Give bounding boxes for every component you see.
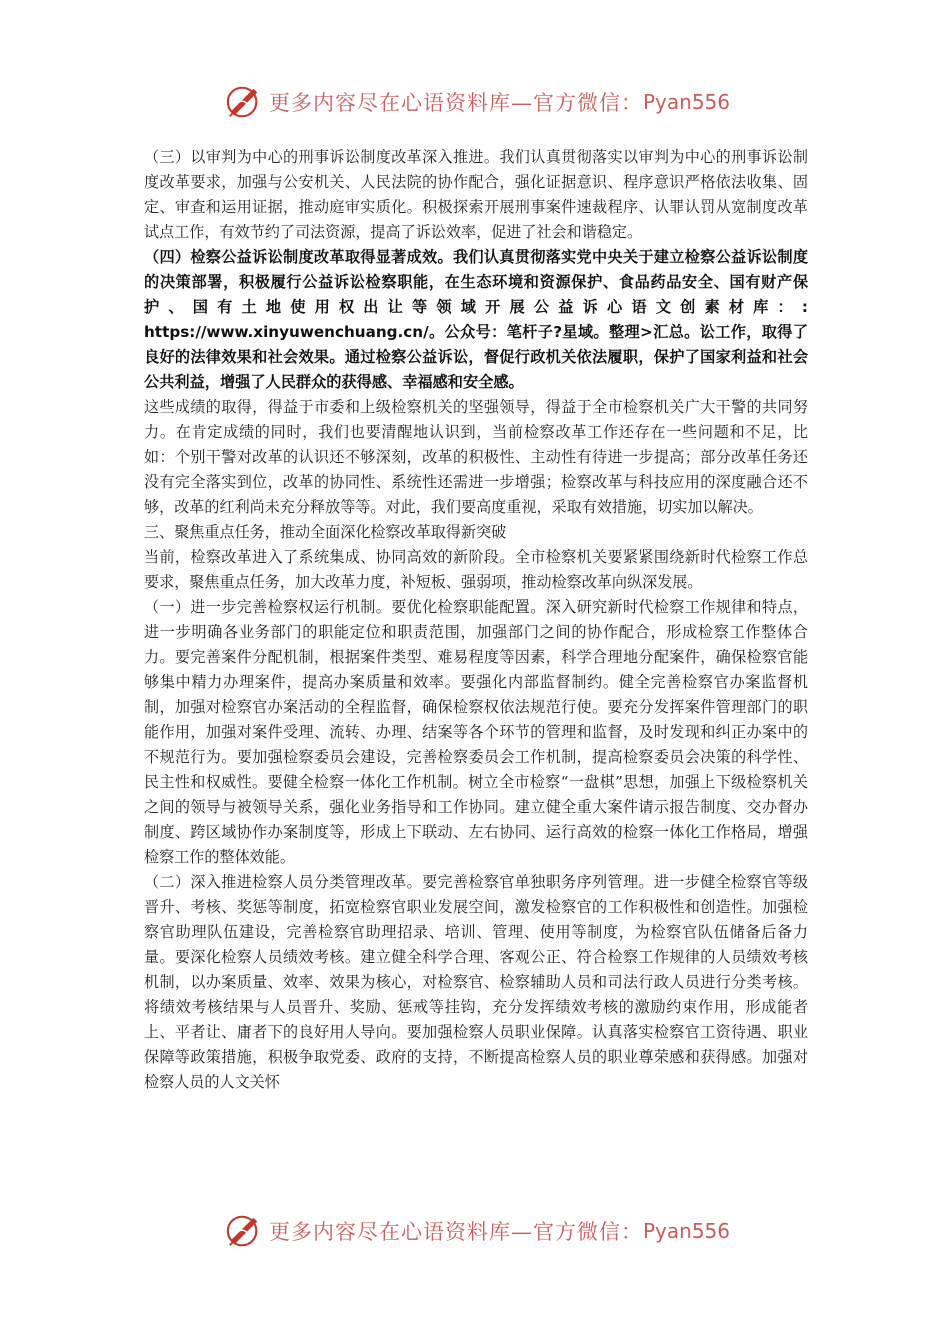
banner-text: 更多内容尽在心语资料库—官方微信：	[269, 91, 643, 115]
document-body	[144, 145, 808, 1095]
paragraph-reform-trial-centered: （三）以审判为中心的刑事诉讼制度改革深入推进。我们认真贯彻落实以审判为中心的刑事诉讼制度改革要求，加强与公安机关、人民法院的协作配合，强化证据意识、程序意识严格依法收集、固定、审查和运用证据，推动庭审实质化。积极探索开展刑事案件速裁程序、认罪认罚从宽制度改革试点工作，有效节约了司法资源，提高了诉讼效率，促进了社会和谐稳定。	[144, 148, 808, 241]
paragraph-personnel-classification: （二）深入推进检察人员分类管理改革。要完善检察官单独职务序列管理。进一步健全检察官等级晋升、考核、奖惩等制度，拓宽检察官职业发展空间，激发检察官的工作积极性和创造性。加强检察官助理队伍建设，完善检察官助理招录、培训、管理、使用等制度，为检察官队伍储备后备力量。要深化检察人员绩效考核。建立健全科学合理、客观公正、符合检察工作规律的人员绩效考核机制，以办案质量、效率、效果为核心，对检察官、检察辅助人员和司法行政人员进行分类考核。将绩效考核结果与人员晋升、奖励、惩戒等挂钩，充分发挥绩效考核的激励约束作用，形成能者上、平者让、庸者下的良好用人导向。要加强检察人员职业保障。认真落实检察官工资待遇、职业保障等政策措施，积极争取党委、政府的支持，不断提高检察人员的职业尊荣感和获得感。加强对检察人员的人文关怀	[144, 873, 808, 1091]
paragraph-achievements-problems: 这些成绩的取得，得益于市委和上级检察机关的坚强领导，得益于全市检察机关广大干警的共同努力。在肯定成绩的同时，我们也要清醒地认识到，当前检察改革工作还存在一些问题和不足，比如：个别干警对改革的认识还不够深刻，改革的积极性、主动性有待进一步提高；部分改革任务还没有完全落实到位，改革的协同性、系统性还需进一步增强；检察改革与科技应用的深度融合还不够，改革的红利尚未充分释放等等。对此，我们要高度重视，采取有效措施，切实加以解决。	[144, 398, 808, 516]
pen-logo-icon	[225, 83, 263, 121]
header-banner	[225, 80, 730, 124]
paragraph-current-stage: 当前，检察改革进入了系统集成、协同高效的新阶段。全市检察机关要紧紧围绕新时代检察工作总要求，聚焦重点任务，加大改革力度，补短板、强弱项，推动检察改革向纵深发展。	[144, 548, 808, 591]
paragraph-procuratorial-power-mechanism: （一）进一步完善检察权运行机制。要优化检察职能配置。深入研究新时代检察工作规律和特点，进一步明确各业务部门的职能定位和职责范围，加强部门之间的协作配合，形成检察工作整体合力。要完善案件分配机制，根据案件类型、难易程度等因素，科学合理地分配案件，确保检察官能够集中精力办理案件，提高办案质量和效率。要强化内部监督制约。健全完善检察官办案监督机制，加强对检察官办案活动的全程监督，确保检察权依法规范行使。要充分发挥案件管理部门的职能作用，加强对案件受理、流转、办理、结案等各个环节的管理和监督，及时发现和纠正办案中的不规范行为。要加强检察委员会建设，完善检察委员会工作机制，提高检察委员会决策的科学性、民主性和权威性。要健全检察一体化工作机制。树立全市检察“一盘棋”思想，加强上下级检察机关之间的领导与被领导关系，强化业务指导和工作协同。建立健全重大案件请示报告制度、交办督办制度、跨区域协作办案制度等，形成上下联动、左右协同、运行高效的检察一体化工作格局，增强检察工作的整体效能。	[144, 598, 808, 866]
banner-text: 更多内容尽在心语资料库—官方微信：	[269, 1220, 643, 1244]
pen-logo-icon	[225, 1212, 263, 1250]
banner-handle: Pyan556	[643, 90, 731, 114]
paragraph-public-interest-litigation: （四）检察公益诉讼制度改革取得显著成效。我们认真贯彻落实党中央关于建立检察公益诉讼制度的决策部署，积极履行公益诉讼检察职能，在生态环境和资源保护、食品药品安全、国有财产保护、国有土地使用权出让等领域开展公益诉心语文创素材库：: https://www.xinyuwenchuang.cn/。公众号：笔杆子?星域。整理>汇总。讼工作，取得了良好的法律效果和社会效果。通过检察公益诉讼，督促行政机关依法履职，保护了国家利益和社会公共利益，增强了人民群众的获得感、幸福感和安全感。	[144, 248, 808, 391]
section-heading-three: 三、聚焦重点任务，推动全面深化检察改革取得新突破	[144, 523, 507, 541]
footer-banner	[225, 1209, 730, 1253]
banner-handle: Pyan556	[643, 1219, 731, 1243]
